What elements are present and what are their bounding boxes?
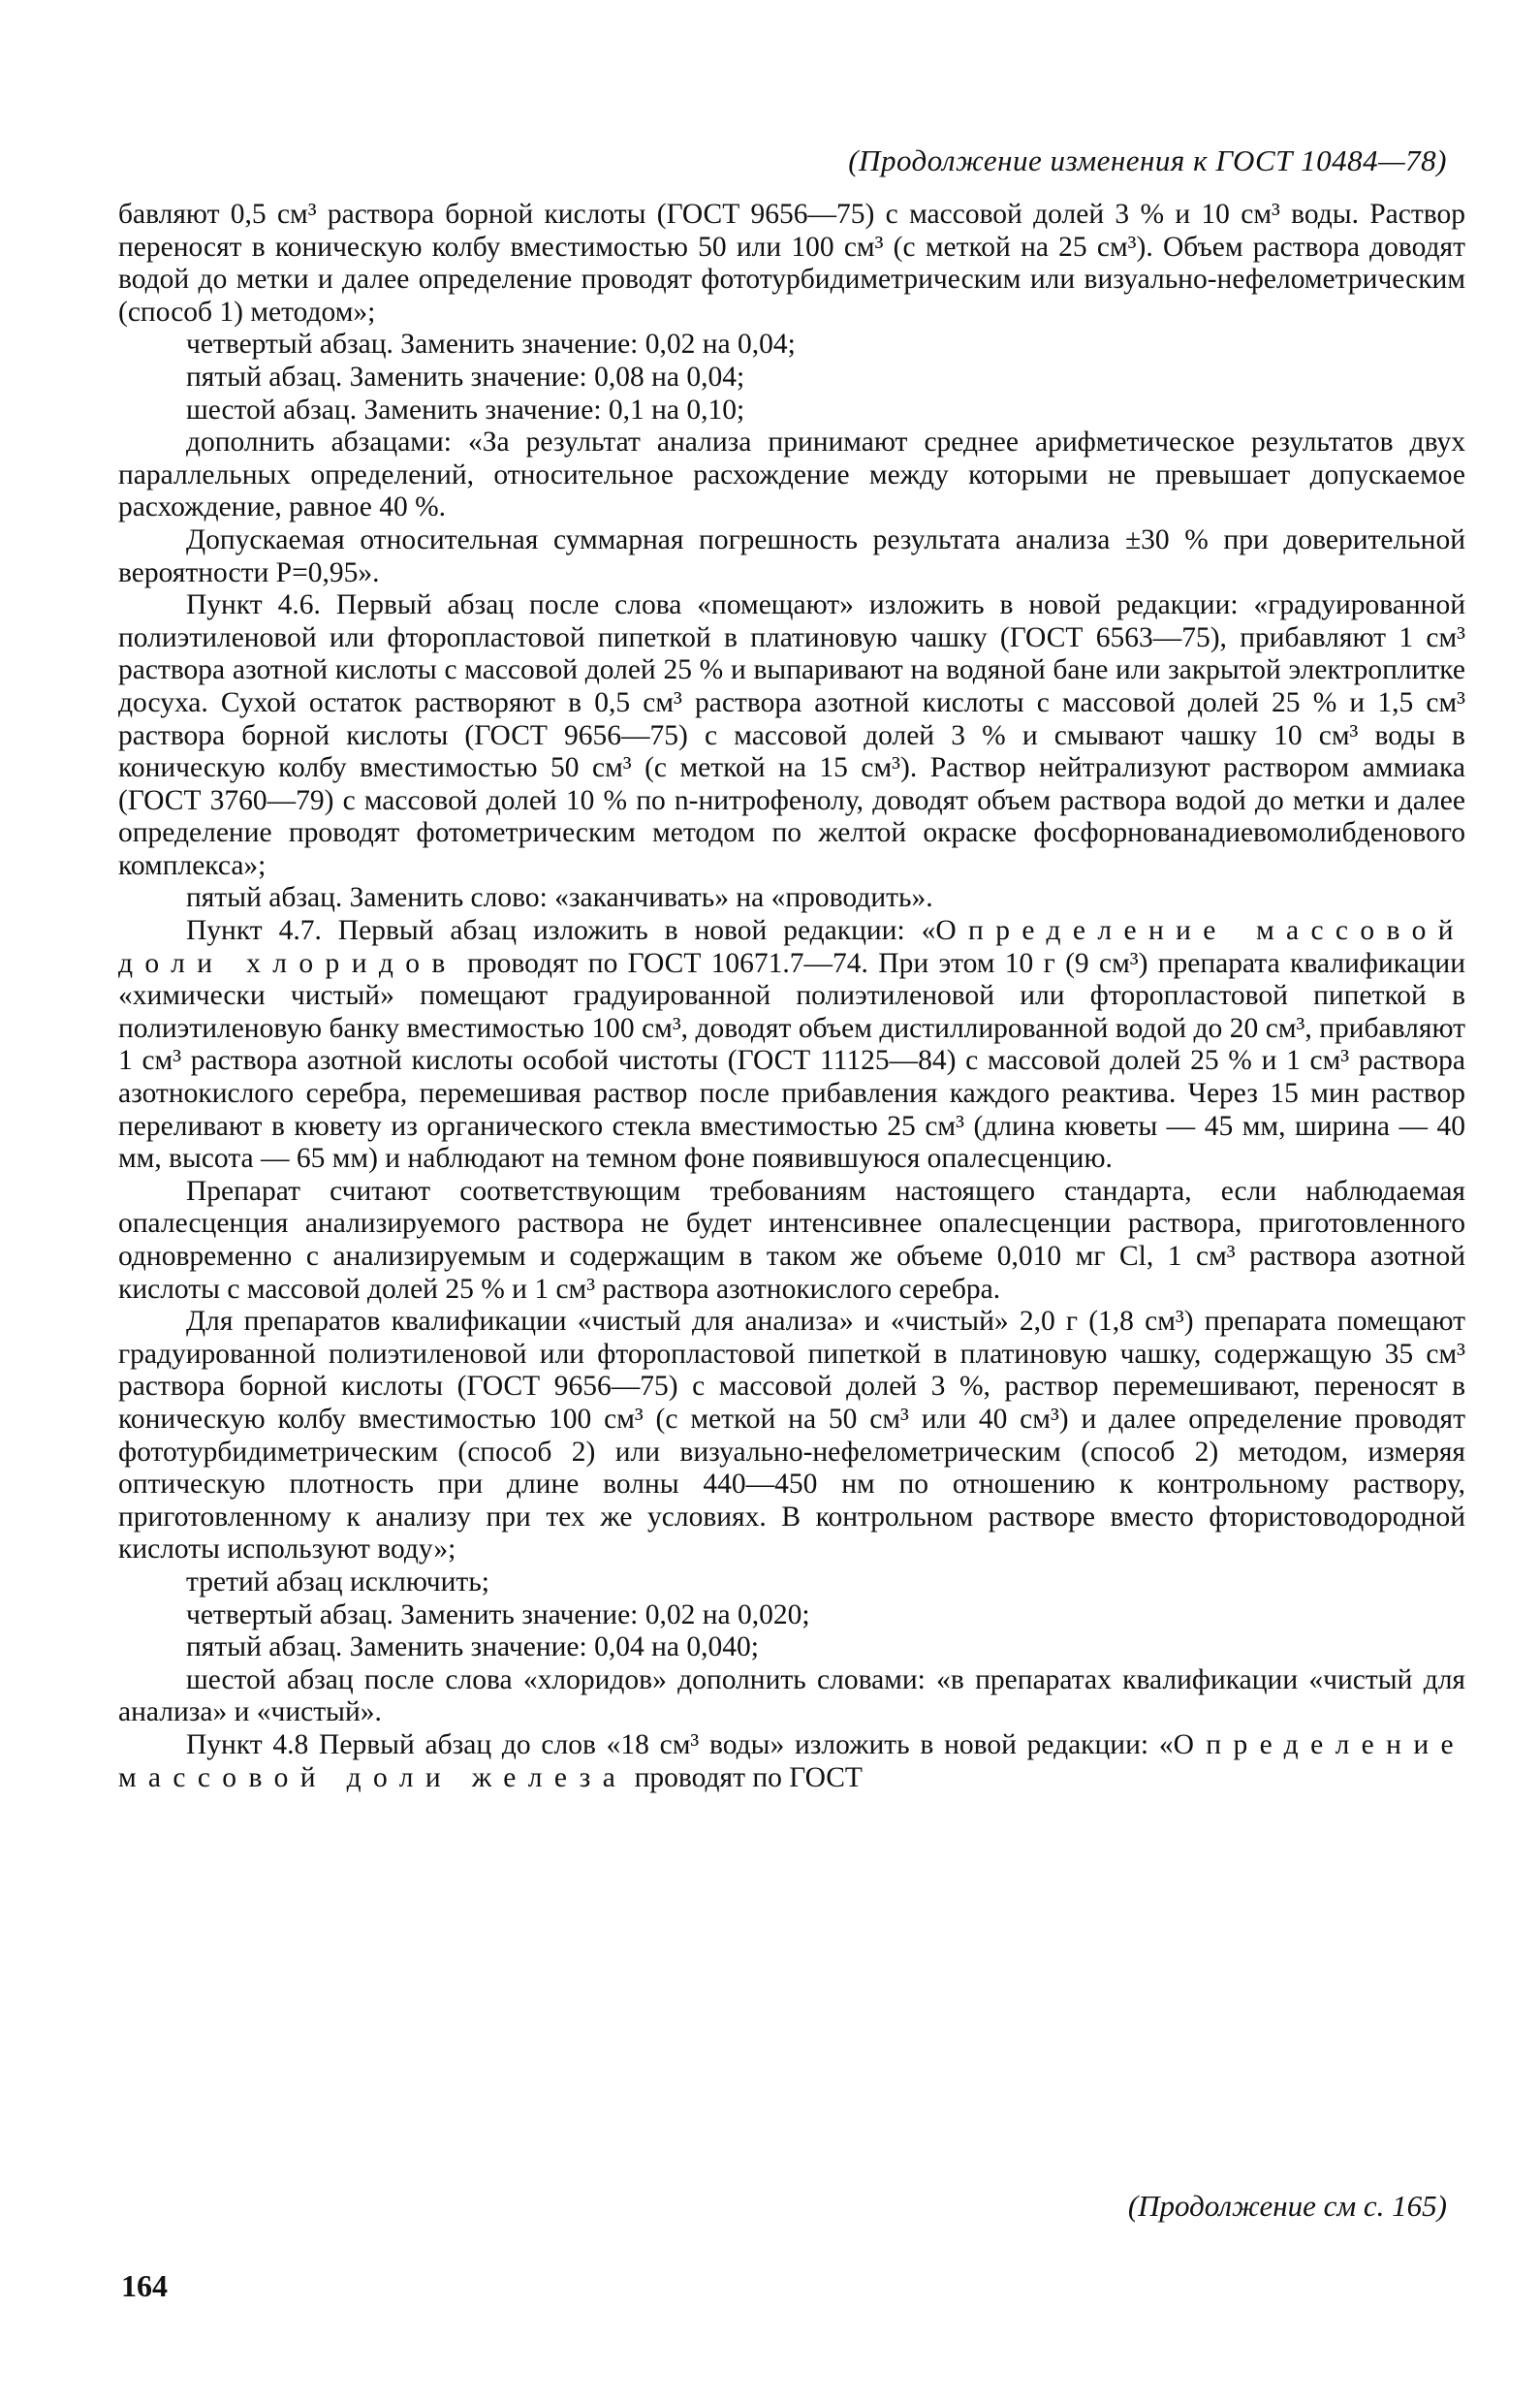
paragraph [118,1176,1465,1306]
paragraph-text: Для препаратов квалификации «чистый для анализа» и «чистый» 2,0 г (1,8 см³) препарата помещают градуированной полиэтиленовой или фторопластовой пипеткой в платиновую чашку, содержащую 35 см³ раствора борной кислоты (ГОСТ 9656—75) с массовой долей 3 %, раствор перемешивают, переносят в коническую колбу вместимостью 100 см³ (с меткой на 50 см³ или 40 см³) и далее определение проводят фототурбидиметрическим (способ 2) или визуально-нефелометрическим (способ 2) методом, измеряя оптическую плотность при длине волны 440—450 нм по отношению к контрольному раствору, приготовленному к анализу при тех же условиях. В контрольном растворе вместо фтористоводородной кислоты используют воду»; [118,1306,1465,1565]
paragraph [118,395,1465,427]
paragraph-text: пятый абзац. Заменить значение: 0,08 на 0,04; [186,361,745,393]
paragraph-text: Допускаемая относительная суммарная погрешность результата анализа ±30 % при доверительной вероятности P=0,95». [118,523,1465,588]
paragraph-text: дополнить абзацами: «За результат анализа принимают среднее арифметическое результатов двух параллельных определений, относительное расхождение между которыми не превышает допускаемое расхождение, равное 40 %. [118,427,1465,523]
paragraph [118,427,1465,524]
paragraph [118,524,1465,589]
paragraph-text: Пункт 4.8 Первый абзац до слов «18 см³ воды» изложить в новой редакции: « [186,1728,1174,1760]
paragraph [118,329,1465,362]
continuation-note: (Продолжение см с. 165) [1127,2189,1447,2223]
page-number: 164 [121,2268,168,2303]
paragraph-text: четвертый абзац. Заменить значение: 0,02 на 0,04; [186,329,796,361]
paragraph-text: пятый абзац. Заменить слово: «заканчивать» на «проводить». [186,882,933,914]
paragraph-text: Пункт 4.6. Первый абзац после слова «помещают» изложить в новой редакции: «градуированной полиэтиленовой или фторопластовой пипеткой в платиновую чашку (ГОСТ 6563—75), прибавляют 1 см³ раствора азотной кислоты с массовой долей 25 % и выпаривают на водяной бане или закрытой электроплитке досуха. Сухой остаток растворяют в 0,5 см³ раствора азотной кислоты с массовой долей 25 % и 1,5 см³ раствора борной кислоты (ГОСТ 9656—75) с массовой долей 3 % и смывают чашку 10 см³ воды в коническую колбу вместимостью 50 см³ (с меткой на 15 см³). Раствор нейтрализуют раствором аммиака (ГОСТ 3760—79) с массовой долей 10 % по n-нитрофенолу, доводят объем раствора водой до метки и далее определение проводят фотометрическим методом по желтой окраске фосфорнованадиевомолибденового комплекса»; [118,589,1465,881]
body-text [118,199,1465,1794]
paragraph-text: пятый абзац. Заменить значение: 0,04 на 0,040; [186,1631,759,1663]
page-header: (Продолжение изменения к ГОСТ 10484—78) [848,143,1447,177]
paragraph-text: бавляют 0,5 см³ раствора борной кислоты (ГОСТ 9656—75) с массовой долей 3 % и 10 см³ воды. Раствор переносят в коническую колбу вместимостью 50 или 100 см³ (с меткой на 25 см³). Объем раствора доводят водой до метки и далее определение проводят фототурбидиметрическим или визуально-нефелометрическим (способ 1) методом»; [118,199,1465,328]
paragraph [118,362,1465,395]
paragraph-text: проводят по ГОСТ 10671.7—74. При этом 10 г (9 см³) препарата квалификации «химически чистый» помещают градуированной полиэтиленовой или фторопластовой пипеткой в полиэтиленовую банку вместимостью 100 см³, доводят объем дистиллированной водой до 20 см³, прибавляют 1 см³ раствора азотной кислоты особой чистоты (ГОСТ 11125—84) с массовой долей 25 % и 1 см³ раствора азотнокислого серебра, перемешивая раствор после прибавления каждого реактива. Через 15 мин раствор переливают в кювету из органического стекла вместимостью 25 см³ (длина кюветы — 45 мм, ширина — 40 мм, высота — 65 мм) и наблюдают на темном фоне появившуюся опалесценцию. [118,947,1465,1175]
paragraph [118,199,1465,329]
spaced-heading-text: Определение массовой доли хлоридов [118,915,1465,979]
paragraph-text: четвертый абзац. Заменить значение: 0,02 на 0,020; [186,1598,810,1630]
paragraph-text: шестой абзац после слова «хлоридов» дополнить словами: «в препаратах квалификации «чистый для анализа» и «чистый». [118,1663,1465,1728]
paragraph [118,882,1465,915]
paragraph-text: проводят по ГОСТ [627,1761,863,1793]
paragraph [118,1664,1465,1729]
paragraph [118,1631,1465,1664]
paragraph [118,1729,1465,1794]
paragraph-text: Препарат считают соответствующим требованиям настоящего стандарта, если наблюдаемая опалесценция анализируемого раствора не будет интенсивнее опалесценции раствора, приготовленного одновременно с анализируемым и содержащим в таком же объеме 0,010 мг Cl, 1 см³ раствора азотной кислоты с массовой долей 25 % и 1 см³ раствора азотнокислого серебра. [118,1175,1465,1305]
paragraph-text: третий абзац исключить; [186,1565,489,1597]
paragraph [118,589,1465,882]
paragraph-text: Пункт 4.7. Первый абзац изложить в новой редакции: « [186,915,936,947]
paragraph [118,1599,1465,1632]
paragraph [118,1306,1465,1566]
paragraph [118,1566,1465,1599]
spaced-heading-text: Определение массовой доли железа [118,1728,1465,1793]
paragraph-text: шестой абзац. Заменить значение: 0,1 на 0,10; [186,394,745,426]
paragraph [118,915,1465,1176]
